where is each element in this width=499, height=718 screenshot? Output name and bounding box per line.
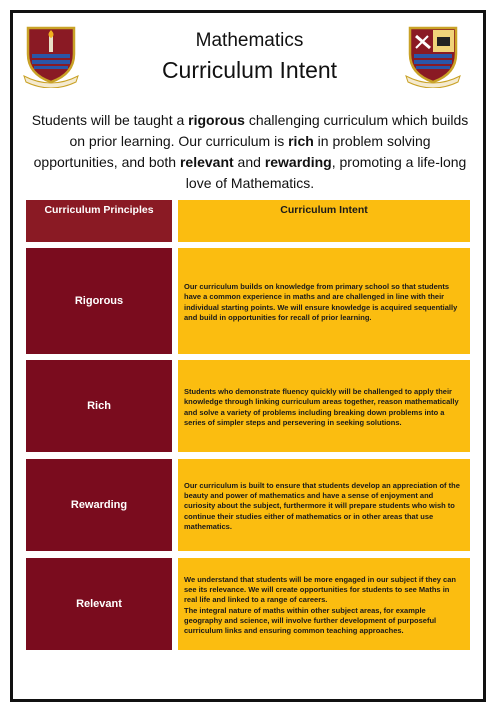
intro-text: challenging curriculum which builds on prior learning. Our curriculum is [69,112,469,149]
intro-text: Students will be taught a [31,112,189,128]
principle-cell-rigorous: Rigorous [26,248,172,354]
intent-cell-relevant [178,558,470,650]
intent-cell-rich [178,360,470,452]
intent-text: Students who demonstrate fluency quickly will be challenged to apply their knowledge through linking curriculum areas together, reason mathematically and solve a variety of problems including breaking down problems into a series of simpler steps and persevering in seeking solutions. [184,386,459,427]
intent-text-continued: The integral nature of maths within other subject areas, for example geography and science, will involve further development of purposeful curriculum links and ensuring common teaching approaches. [184,605,437,636]
intro-emphasis: rigorous [188,112,245,128]
intent-cell-rigorous [178,248,470,354]
intent-cell-rewarding [178,459,470,551]
intro-text: in problem solving opportunities, and both [33,133,431,170]
intro-paragraph [26,110,474,194]
principle-cell-relevant: Relevant [26,558,172,650]
intent-text: Our curriculum builds on knowledge from primary school so that students have a common experience in maths and are challenged in line with their individual starting points. We will ensure knowledge is acquired sequentially and build in opportunities for recall of prior learning. [184,281,458,322]
page-title: Curriculum Intent [161,57,338,83]
intro-text: and [233,154,265,170]
intro-emphasis: rich [288,133,314,149]
subject-title: Mathematics [195,30,304,51]
intro-text: , promoting a life-long love of Mathematics. [185,154,467,191]
principle-cell-rewarding: Rewarding [26,459,172,551]
intro-emphasis: relevant [179,154,234,170]
intent-text: We understand that students will be more engaged in our subject if they can see its relevance. We will create opportunities for students to see Maths in real life and linked to a range of careers. [184,574,456,605]
header-principles: Curriculum Principles [26,200,172,242]
intent-text: Our curriculum is built to ensure that students develop an appreciation of the beauty and power of mathematics and have a sense of enjoyment and curiosity about the subject, furthermore it will prepare students who wish to continue their studies either of mathematics or in other areas that use mathematics. [184,480,460,531]
intro-emphasis: rewarding [264,154,332,170]
principle-cell-rich: Rich [26,360,172,452]
header-intent: Curriculum Intent [178,200,470,242]
